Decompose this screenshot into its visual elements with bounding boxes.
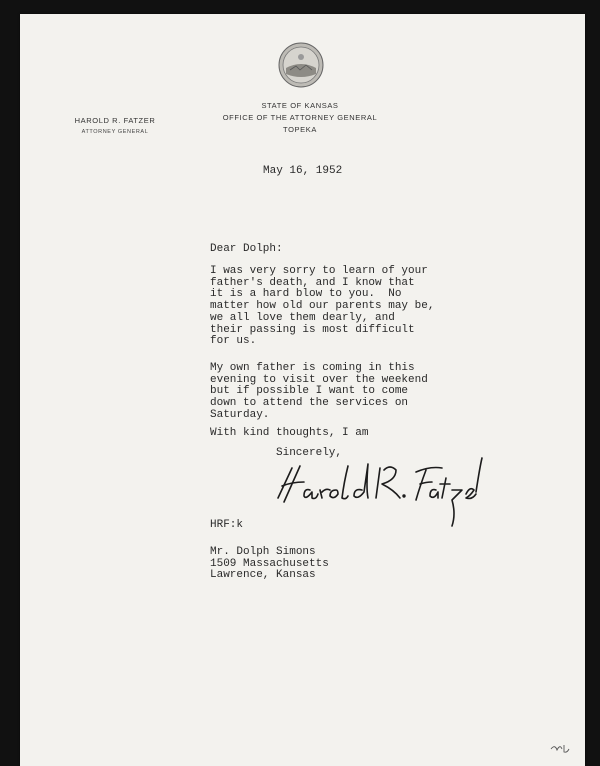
- salutation: Dear Dolph:: [210, 243, 283, 255]
- body-paragraph-2: My own father is coming in this evening to visit over the weekend but if possible I want to come down to attend the services on Saturday.: [210, 362, 428, 421]
- pencil-mark: [548, 740, 572, 756]
- office-heading: [210, 100, 390, 136]
- recipient-address: Mr. Dolph Simons 1509 Massachusetts Lawrence, Kansas: [210, 546, 329, 582]
- office-line-state: STATE OF KANSAS: [261, 101, 339, 110]
- letter-date: May 16, 1952: [263, 165, 343, 177]
- sender-name: HAROLD R. FATZER: [74, 116, 156, 125]
- office-line-department: OFFICE OF THE ATTORNEY GENERAL: [222, 113, 378, 122]
- valediction: Sincerely,: [276, 447, 343, 459]
- office-line-city: TOPEKA: [283, 125, 317, 134]
- handwritten-signature: [270, 452, 485, 532]
- reference-initials: HRF:k: [210, 519, 244, 531]
- closing-line: With kind thoughts, I am: [210, 427, 369, 439]
- state-seal-icon: [278, 42, 324, 88]
- sender-title: ATTORNEY GENERAL: [81, 129, 149, 135]
- body-paragraph-1: I was very sorry to learn of your father's death, and I know that it is a hard blow to you. No matter how old our parents may be, we all love them dearly, and their passing is most difficult for us.: [210, 265, 435, 348]
